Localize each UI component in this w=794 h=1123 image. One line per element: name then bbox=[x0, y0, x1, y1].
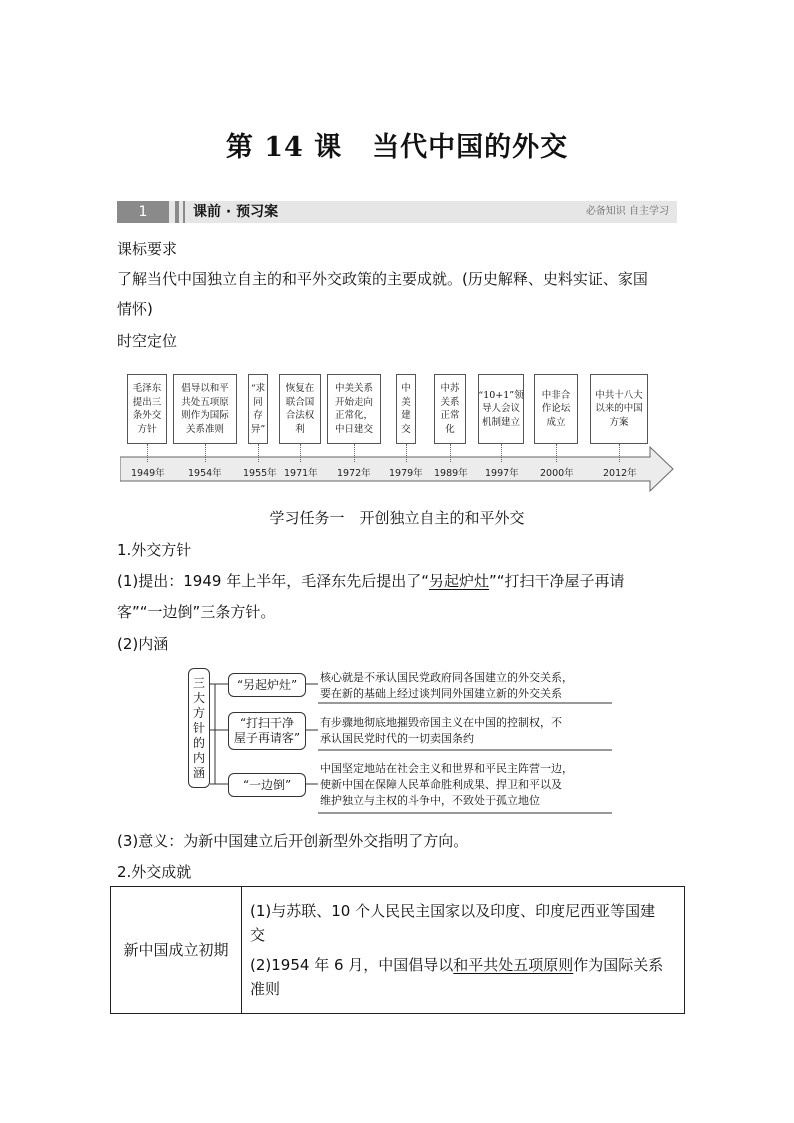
policy-paragraph-1-cont: 客”“一边倒”三条方针。 bbox=[117, 603, 276, 621]
desc-line: 有步骤地彻底地摧毁帝国主义在中国的控制权，不 bbox=[320, 716, 562, 729]
standards-line-1: 了解当代中国独立自主的和平外交政策的主要成就。(历史解释、史料实证、家国 bbox=[117, 270, 648, 288]
mindmap-node-1: “另起炉灶” bbox=[228, 673, 306, 697]
timeline-year: 2012年 bbox=[603, 468, 637, 479]
node-label-line: 屋子再请客” bbox=[233, 731, 301, 745]
timeline-event: 毛泽东提出三条外交方针 bbox=[127, 374, 167, 444]
text-run: 作为国际关系 bbox=[573, 956, 664, 974]
period-cell: 新中国成立初期 bbox=[111, 887, 242, 1014]
timeline-event: “求同存异” bbox=[248, 374, 268, 444]
timeline-event: 中非合作论坛成立 bbox=[534, 374, 578, 444]
desc-line: 要在新的基础上经过谈判同外国建立新的外交关系 bbox=[320, 687, 562, 700]
mindmap-root: 三大方针的内涵 bbox=[188, 668, 210, 788]
timeline-event: 中苏关系正常化 bbox=[434, 374, 466, 444]
timeline-year: 2000年 bbox=[540, 468, 574, 479]
standards-heading: 课标要求 bbox=[117, 240, 178, 258]
lesson-title: 当代中国的外交 bbox=[372, 132, 569, 163]
banner-subtitle: 必备知识 自主学习 bbox=[585, 206, 669, 217]
content-line: 准则 bbox=[250, 980, 281, 998]
policy-paragraph-2: (2)内涵 bbox=[117, 635, 169, 653]
mindmap-node-2 bbox=[228, 712, 306, 750]
banner-number: 1 bbox=[117, 201, 169, 223]
timeline-event: 倡导以和平共处五项原则作为国际关系准则 bbox=[173, 374, 237, 444]
timeline-year: 1972年 bbox=[337, 468, 371, 479]
lesson-number: 第 14 课 bbox=[225, 132, 343, 163]
desc-line: 维护独立与主权的斗争中，不致处于孤立地位 bbox=[320, 794, 540, 807]
standards-line-2: 情怀) bbox=[117, 300, 153, 318]
timeline-year: 1954年 bbox=[188, 468, 222, 479]
mindmap-desc-1 bbox=[320, 670, 573, 702]
policy-paragraph-3: (3)意义：为新中国建立后开创新型外交指明了方向。 bbox=[117, 832, 469, 850]
timeline-event: 恢复在联合国合法权利 bbox=[279, 374, 321, 444]
policy-heading: 1.外交方针 bbox=[117, 541, 192, 559]
desc-line: 承认国民党时代的一切卖国条约 bbox=[320, 732, 474, 745]
timeline-event: 中共十八大以来的中国方案 bbox=[590, 374, 648, 444]
achievements-heading: 2.外交成就 bbox=[117, 863, 192, 881]
text-run: (2)1954 年 6 月，中国倡导以 bbox=[250, 956, 454, 974]
timeline-year: 1955年 bbox=[243, 468, 277, 479]
timeline-event: 中美关系开始走向正常化，中日建交 bbox=[327, 374, 381, 444]
banner-label: 课前 · 预习案 bbox=[193, 204, 279, 220]
desc-line: 中国坚定地站在社会主义和世界和平民主阵营一边， bbox=[320, 762, 573, 775]
text-run: ”“打扫干净屋子再请 bbox=[488, 572, 625, 590]
node-label-line: “打扫干净 bbox=[239, 716, 295, 730]
text-run: (1)提出：1949 年上半年，毛泽东先后提出了“ bbox=[117, 572, 429, 590]
timeline-heading: 时空定位 bbox=[117, 332, 178, 350]
content-line: (1)与苏联、10 个人民民主国家以及印度、印度尼西亚等国建 bbox=[250, 902, 656, 920]
timeline-year: 1949年 bbox=[131, 468, 165, 479]
achievements-table bbox=[110, 886, 685, 1014]
content-line: 交 bbox=[250, 926, 266, 944]
desc-line: 使新中国在保障人民革命胜利成果、捍卫和平以及 bbox=[320, 778, 562, 791]
mindmap-desc-3 bbox=[320, 761, 573, 809]
timeline-event: “10+1”领导人会议机制建立 bbox=[478, 374, 524, 444]
content-cell bbox=[242, 887, 685, 1014]
underlined-term: 另起炉灶 bbox=[428, 572, 489, 590]
timeline-year: 1979年 bbox=[389, 468, 423, 479]
content-line bbox=[250, 953, 678, 977]
timeline-year: 1971年 bbox=[284, 468, 318, 479]
timeline-year: 1997年 bbox=[485, 468, 519, 479]
task-title: 学习任务一 开创独立自主的和平外交 bbox=[269, 509, 525, 527]
timeline-event: 中美建交 bbox=[396, 374, 416, 444]
table-row bbox=[111, 887, 685, 1014]
mindmap-node-3: “一边倒” bbox=[228, 773, 306, 797]
timeline-year: 1989年 bbox=[434, 468, 468, 479]
desc-line: 核心就是不承认国民党政府同各国建立的外交关系， bbox=[320, 671, 573, 684]
underlined-term: 和平共处五项原则 bbox=[453, 956, 574, 974]
mindmap-desc-2 bbox=[320, 715, 562, 747]
